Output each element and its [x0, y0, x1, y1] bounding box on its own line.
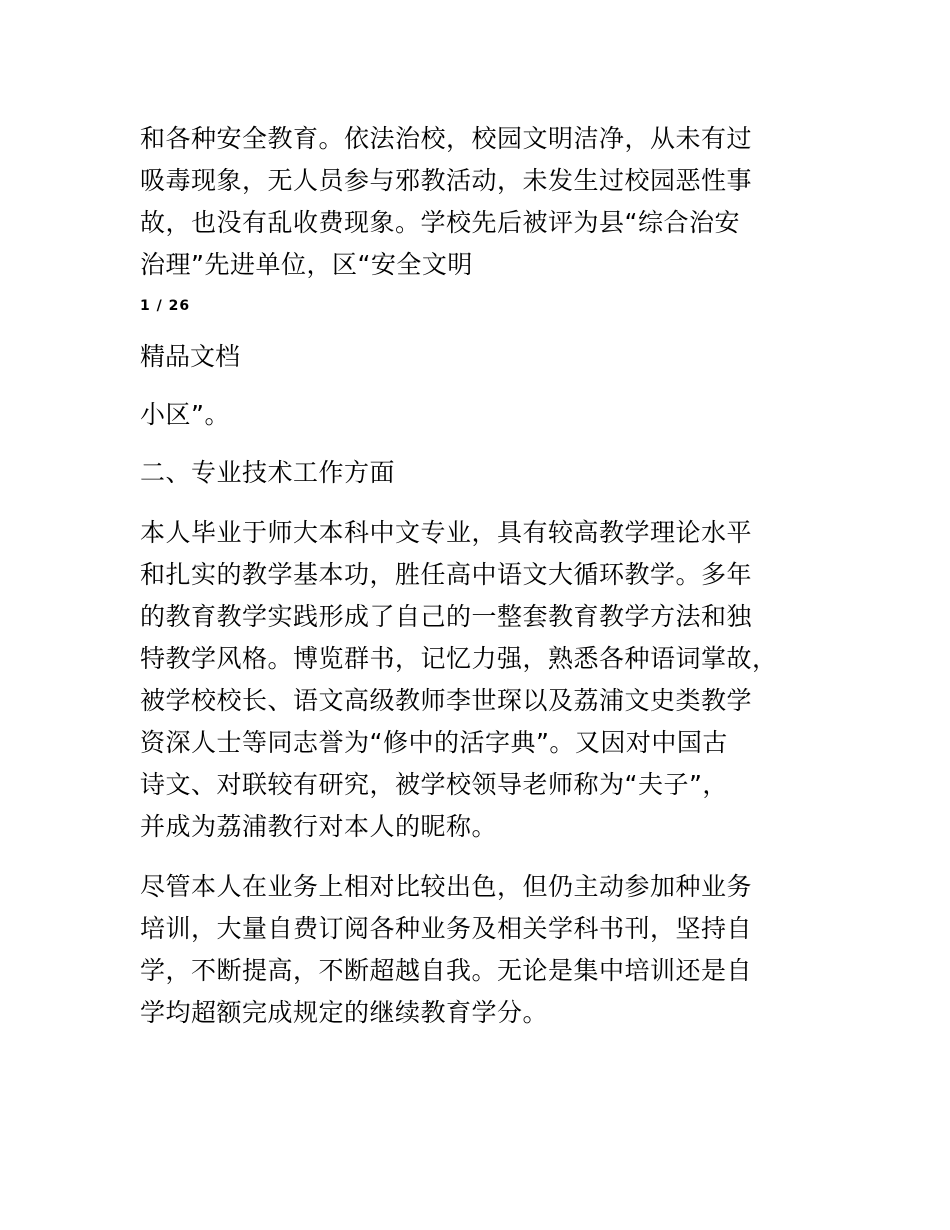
text-line: 和扎实的教学基本功，胜任高中语文大循环教学。多年: [140, 560, 753, 589]
section-heading: [140, 452, 820, 494]
section-heading-text: 二、专业技术工作方面: [140, 458, 396, 487]
text-line: 特教学风格。博览群书，记忆力强，熟悉各种语词掌故，: [140, 644, 778, 673]
text-line: 本人毕业于师大本科中文专业，具有较高教学理论水平: [140, 518, 753, 547]
paragraph-2: [140, 394, 820, 436]
text-line: 学，不断提高，不断超越自我。无论是集中培训还是自: [140, 956, 753, 985]
page-number: 1 / 26: [140, 298, 191, 314]
text-line: 小区”。: [140, 400, 230, 429]
text-line: 吸毒现象，无人员参与邪教活动，未发生过校园恶性事: [140, 166, 753, 195]
paragraph-3: [140, 512, 820, 848]
document-page: [140, 118, 820, 1034]
text-line: 被学校校长、语文高级教师李世琛以及荔浦文史类教学: [140, 686, 753, 715]
text-line: 培训，大量自费订阅各种业务及相关学科书刊，坚持自: [140, 914, 753, 943]
text-line: 并成为荔浦教行对本人的昵称。: [140, 812, 498, 841]
text-line: 和各种安全教育。依法治校，校园文明洁净，从未有过: [140, 124, 753, 153]
text-line: 学均超额完成规定的继续教育学分。: [140, 998, 549, 1027]
text-line: 故，也没有乱收费现象。学校先后被评为县“综合治安: [140, 208, 740, 237]
text-line: 尽管本人在业务上相对比较出色，但仍主动参加种业务: [140, 872, 753, 901]
text-line: 治理”先进单位，区“安全文明: [140, 250, 473, 279]
paragraph-4: [140, 866, 820, 1034]
text-line: 的教育教学实践形成了自己的一整套教育教学方法和独: [140, 602, 753, 631]
text-line: 资深人士等同志誉为“修中的活字典”。又因对中国古: [140, 728, 728, 757]
page-header-label: 精品文档: [140, 342, 241, 371]
paragraph-1: [140, 118, 820, 286]
text-line: 诗文、对联较有研究，被学校领导老师称为“夫子”，: [140, 770, 728, 799]
